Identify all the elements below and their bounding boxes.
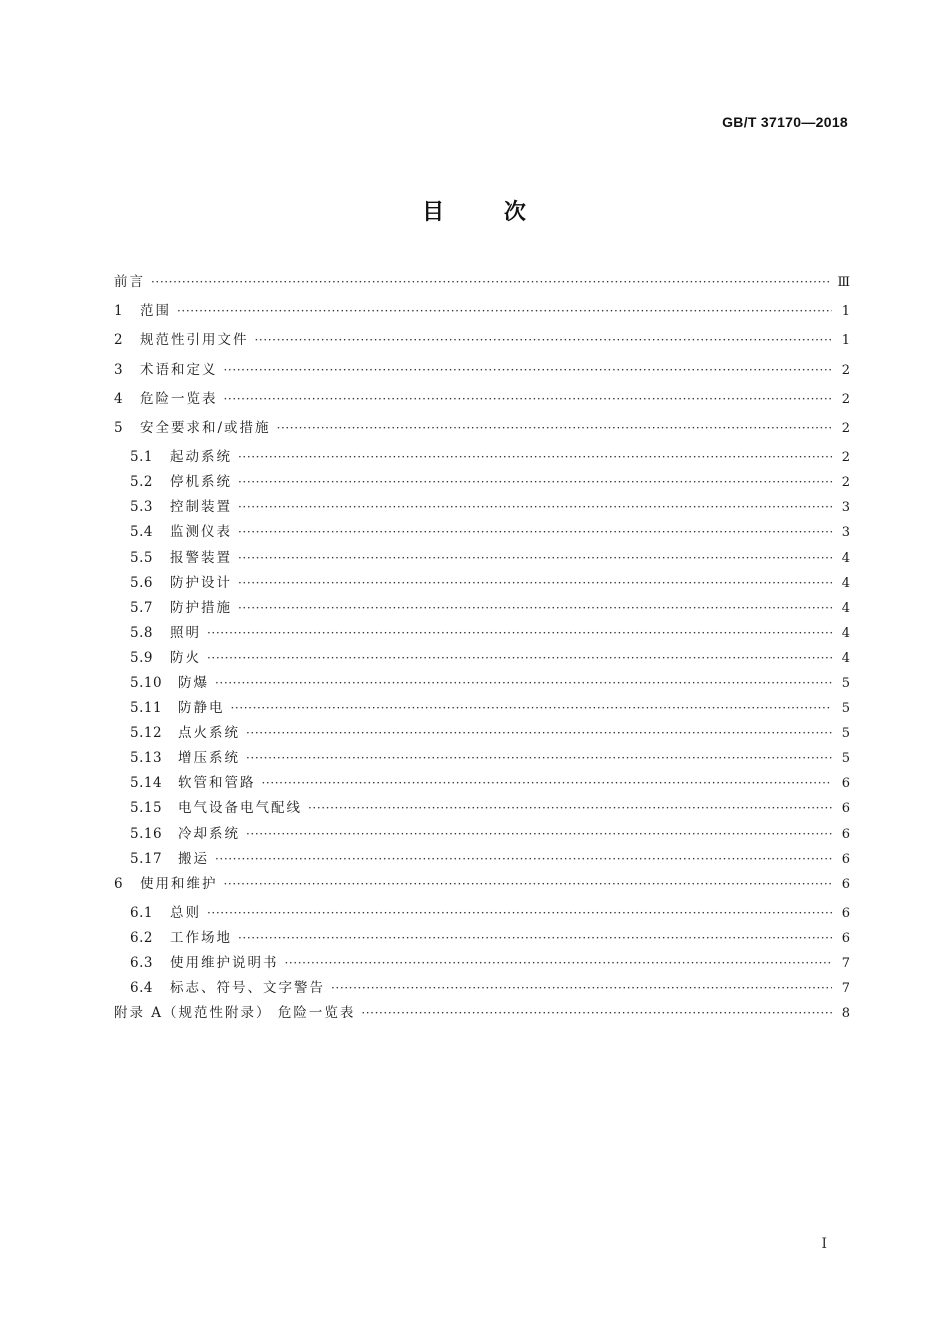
toc-entry-number: 5.3 <box>130 499 153 516</box>
toc-entry-page: 1 <box>841 304 850 320</box>
toc-entry-page: 7 <box>841 981 850 997</box>
toc-entry-number: 5.14 <box>130 775 163 792</box>
toc-entry-page: 4 <box>841 600 850 616</box>
toc-leader-dots <box>215 849 832 869</box>
toc-entry-label: 监测仪表 <box>170 524 232 541</box>
toc-leader-dots <box>207 903 832 923</box>
toc-leader-dots <box>224 360 833 380</box>
toc-entry[interactable] <box>114 673 850 698</box>
toc-entry-label: 软管和管路 <box>178 775 256 792</box>
toc-leader-dots <box>238 472 832 492</box>
page-title: 目 次 <box>422 200 528 225</box>
toc-entry[interactable] <box>114 748 850 773</box>
toc-entry-page: 5 <box>841 751 850 767</box>
toc-leader-dots <box>238 497 832 517</box>
toc-entry-number: 5.6 <box>130 574 153 591</box>
toc-entry-page: 3 <box>841 500 850 516</box>
toc-entry-label: 控制装置 <box>170 499 232 516</box>
toc-entry-number: 5.5 <box>130 549 153 566</box>
toc-entry-number: 5.9 <box>130 649 153 666</box>
toc-entry-label: 搬运 <box>178 850 209 867</box>
toc-entry-page: 2 <box>841 391 850 407</box>
toc-entry-page: 6 <box>841 876 850 892</box>
toc-entry-number: 6.3 <box>130 955 153 972</box>
toc-leader-dots <box>238 573 832 593</box>
toc-entry-label: 防护措施 <box>170 599 232 616</box>
toc-leader-dots <box>246 723 832 743</box>
standard-code: GB/T 37170—2018 <box>722 114 848 130</box>
toc-entry-page: 6 <box>841 801 850 817</box>
toc-leader-dots <box>207 648 832 668</box>
toc-entry-label: 报警装置 <box>170 549 232 566</box>
page-number: Ⅰ <box>821 1236 827 1252</box>
toc-entry[interactable] <box>114 272 850 301</box>
toc-entry-label: 防静电 <box>178 700 225 717</box>
toc-entry-page: 7 <box>841 956 850 972</box>
toc-leader-dots <box>255 330 833 350</box>
toc-entry-label: 电气设备电气配线 <box>178 800 302 817</box>
toc-entry-page: 2 <box>841 362 850 378</box>
toc-entry-page: 4 <box>841 625 850 641</box>
toc-entry-number: 5.11 <box>130 700 163 717</box>
toc-entry-page: 4 <box>841 650 850 666</box>
toc-entry-page: 5 <box>841 726 850 742</box>
toc-entry[interactable] <box>114 953 850 978</box>
toc-entry-page: 6 <box>841 826 850 842</box>
toc-entry-page: 3 <box>841 525 850 541</box>
toc-entry-number: 5.1 <box>130 449 153 466</box>
toc-leader-dots <box>238 447 832 467</box>
toc-entry-label: 冷却系统 <box>178 825 240 842</box>
toc-entry[interactable] <box>114 773 850 798</box>
toc-entry-number: 5.2 <box>130 474 153 491</box>
toc-entry[interactable] <box>114 623 850 648</box>
toc-entry[interactable] <box>114 698 850 723</box>
toc-leader-dots <box>177 301 832 321</box>
toc-leader-dots <box>262 773 833 793</box>
toc-entry-label: 使用维护说明书 <box>170 955 279 972</box>
toc-entry[interactable] <box>114 978 850 1003</box>
toc-entry-label: 停机系统 <box>170 474 232 491</box>
toc-entry-page: 5 <box>841 675 850 691</box>
toc-entry[interactable] <box>114 573 850 598</box>
toc-entry-label: 范围 <box>140 303 171 320</box>
toc-leader-dots <box>238 522 832 542</box>
toc-entry[interactable] <box>114 330 850 359</box>
toc-entry[interactable] <box>114 849 850 874</box>
toc-leader-dots <box>308 798 832 818</box>
toc-entry[interactable] <box>114 798 850 823</box>
toc-entry-number: 5.7 <box>130 599 153 616</box>
toc-leader-dots <box>285 953 833 973</box>
toc-entry-number: 3 <box>114 361 124 378</box>
toc-leader-dots <box>215 673 832 693</box>
toc-entry[interactable] <box>114 301 850 330</box>
toc-leader-dots <box>246 824 832 844</box>
toc-entry-label: 增压系统 <box>178 750 240 767</box>
toc-entry[interactable] <box>114 928 850 953</box>
toc-entry-label: 标志、符号、文字警告 <box>170 980 325 997</box>
table-of-contents <box>114 272 850 1032</box>
toc-entry-number: 5.10 <box>130 674 163 691</box>
toc-leader-dots <box>151 272 832 292</box>
toc-entry[interactable] <box>114 472 850 497</box>
toc-entry-number: 6.1 <box>130 904 153 921</box>
toc-entry[interactable] <box>114 447 850 472</box>
toc-entry-page: 2 <box>841 475 850 491</box>
toc-entry-number: 5.17 <box>130 850 163 867</box>
toc-leader-dots <box>238 548 832 568</box>
toc-leader-dots <box>277 418 832 438</box>
toc-entry-page: 6 <box>841 776 850 792</box>
toc-entry-page: Ⅲ <box>837 275 850 290</box>
toc-entry-page: 4 <box>841 550 850 566</box>
toc-entry-label: 工作场地 <box>170 930 232 946</box>
toc-entry-page: 6 <box>841 905 850 921</box>
toc-entry-page: 6 <box>841 931 850 946</box>
toc-entry-number: 1 <box>114 303 124 320</box>
toc-leader-dots <box>238 928 832 948</box>
toc-entry-number: 6.4 <box>130 980 153 997</box>
toc-entry[interactable] <box>114 1003 850 1032</box>
toc-entry[interactable] <box>114 598 850 623</box>
toc-entry-number: 4 <box>114 390 124 407</box>
toc-entry-number: 5.12 <box>130 725 163 742</box>
toc-leader-dots <box>207 623 832 643</box>
toc-entry-label: 防火 <box>170 649 201 666</box>
toc-entry-page: 8 <box>841 1006 850 1022</box>
toc-entry-page: 2 <box>841 450 850 466</box>
toc-leader-dots <box>224 874 833 894</box>
toc-entry-number: 5.13 <box>130 750 163 767</box>
toc-entry-number: 6 <box>114 875 124 892</box>
toc-entry[interactable] <box>114 824 850 849</box>
toc-entry-label: 总则 <box>170 904 201 921</box>
toc-entry-label: 附录 A（规范性附录） 危险一览表 <box>114 1005 356 1022</box>
toc-entry[interactable] <box>114 648 850 673</box>
toc-entry-number: 5.4 <box>130 524 153 541</box>
toc-entry-label: 安全要求和/或措施 <box>140 419 271 436</box>
toc-entry-label: 术语和定义 <box>140 361 218 378</box>
toc-entry-label: 规范性引用文件 <box>140 332 249 349</box>
toc-entry[interactable] <box>114 522 850 547</box>
toc-entry-label: 点火系统 <box>178 725 240 742</box>
toc-entry-label: 危险一览表 <box>140 390 218 407</box>
toc-entry-number: 5.16 <box>130 825 163 842</box>
toc-entry-label: 使用和维护 <box>140 875 218 892</box>
toc-leader-dots <box>224 389 833 409</box>
toc-entry[interactable] <box>114 548 850 573</box>
toc-leader-dots <box>231 698 833 718</box>
toc-entry[interactable] <box>114 418 850 447</box>
toc-entry-label: 防爆 <box>178 674 209 691</box>
toc-entry-page: 2 <box>841 420 850 436</box>
toc-entry-page: 5 <box>841 701 850 717</box>
toc-entry[interactable] <box>114 903 850 928</box>
toc-entry[interactable] <box>114 389 850 418</box>
toc-entry-page: 1 <box>841 333 850 349</box>
toc-entry[interactable] <box>114 360 850 389</box>
toc-leader-dots <box>331 978 832 998</box>
toc-entry-label: 照明 <box>170 624 201 641</box>
toc-leader-dots <box>246 748 832 768</box>
toc-entry-number: 5 <box>114 419 124 436</box>
toc-entry[interactable] <box>114 723 850 748</box>
toc-entry[interactable] <box>114 497 850 522</box>
toc-entry-label: 防护设计 <box>170 574 232 591</box>
toc-entry-number: 5.8 <box>130 624 153 641</box>
toc-entry[interactable] <box>114 874 850 903</box>
toc-leader-dots <box>238 598 832 618</box>
toc-entry-page: 6 <box>841 851 850 867</box>
toc-entry-number: 6.2 <box>130 930 153 946</box>
toc-leader-dots <box>361 1003 832 1023</box>
toc-entry-number: 2 <box>114 332 124 349</box>
toc-entry-page: 4 <box>841 575 850 591</box>
toc-entry-number: 5.15 <box>130 800 163 817</box>
toc-entry-label: 前言 <box>114 274 145 290</box>
toc-entry-label: 起动系统 <box>170 449 232 466</box>
